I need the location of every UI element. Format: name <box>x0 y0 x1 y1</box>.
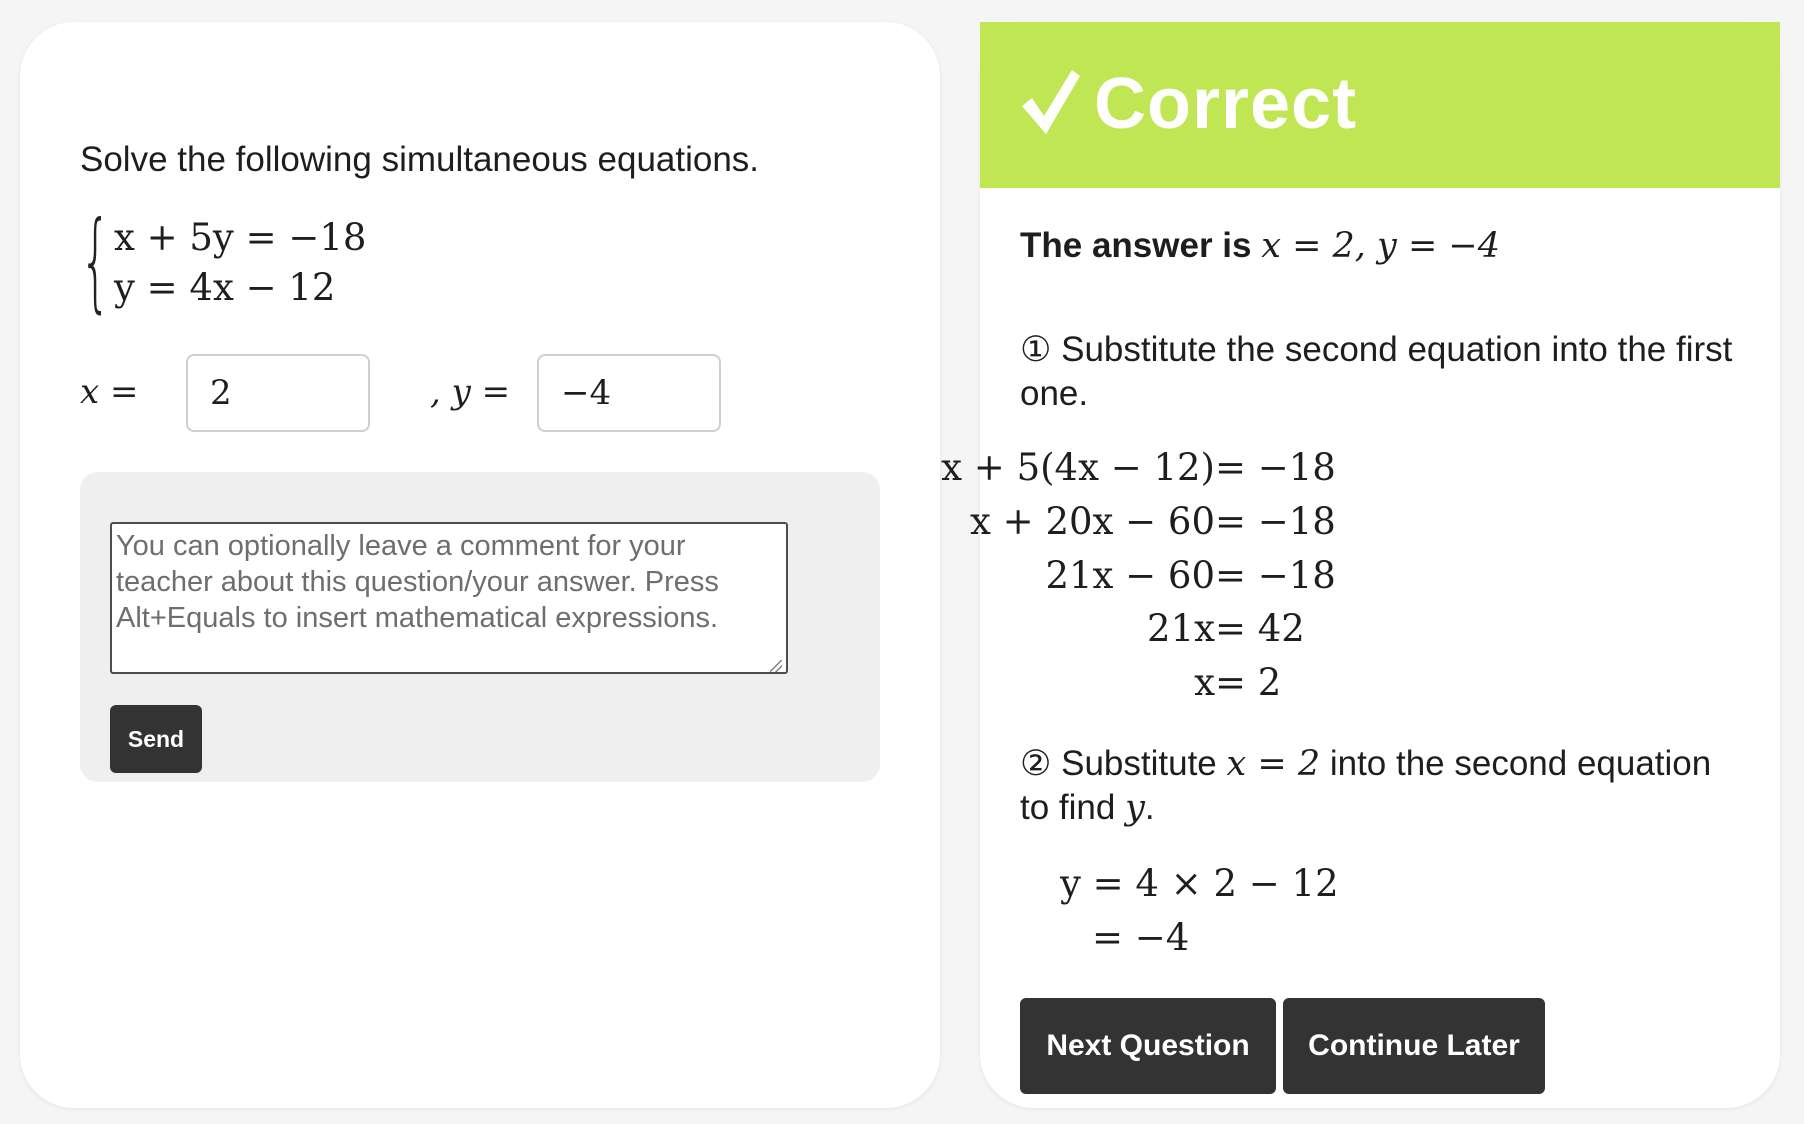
equation-system <box>80 199 480 324</box>
resize-handle-icon[interactable] <box>770 660 782 672</box>
working-lhs: x <box>1194 661 1215 704</box>
working-line <box>1020 657 1620 709</box>
y-label: , y = <box>430 372 511 412</box>
working-line <box>970 496 1620 548</box>
x-answer-input[interactable] <box>186 354 370 432</box>
working-line <box>1020 912 1620 964</box>
comment-textarea[interactable] <box>110 522 788 674</box>
working-lhs: x + 20x − 60 <box>970 500 1215 543</box>
step-2-math: x = 2 <box>1226 744 1321 784</box>
working-rhs: = 42 <box>1215 607 1305 650</box>
next-question-button[interactable]: Next Question <box>1020 998 1276 1094</box>
equation-2: y = 4x − 12 <box>114 266 336 309</box>
working-line <box>1020 550 1620 602</box>
feedback-status: Correct <box>1094 64 1358 144</box>
step-1-text: ① Substitute the second equation into the first one. <box>1020 330 1733 413</box>
question-prompt: Solve the following simultaneous equations. <box>80 140 760 179</box>
working-lhs: x + 5(4x − 12) <box>941 446 1215 489</box>
step-2-end: . <box>1144 788 1155 827</box>
continue-later-button[interactable]: Continue Later <box>1283 998 1545 1094</box>
answer-math: x = 2, y = −4 <box>1261 226 1500 266</box>
step-2-text <box>1020 742 1740 830</box>
comment-panel <box>80 472 880 782</box>
equation-1: x + 5y = −18 <box>114 216 367 259</box>
x-label: x = <box>80 372 139 412</box>
send-button[interactable]: Send <box>110 705 202 773</box>
answer-lead: The answer is <box>1020 226 1252 265</box>
working-rhs: = −18 <box>1215 446 1336 489</box>
final-answer <box>1020 226 1500 266</box>
feedback-header <box>980 22 1780 188</box>
working-lhs: 21x <box>1147 607 1215 650</box>
working-rhs: = 2 <box>1215 661 1282 704</box>
working-rhs: = −18 <box>1215 554 1336 597</box>
working-lhs: 21x − 60 <box>1045 554 1215 597</box>
question-card <box>20 22 940 1108</box>
working-rhs: = −18 <box>1215 500 1336 543</box>
working-expression: y = 4 × 2 − 12 <box>1060 862 1339 905</box>
left-brace: { <box>80 199 111 324</box>
y-answer-input[interactable] <box>537 354 721 432</box>
step-2-prefix: ② Substitute <box>1020 744 1217 783</box>
working-expression: = −4 <box>1092 916 1190 959</box>
step-2-var: y <box>1125 788 1145 828</box>
check-icon <box>1018 64 1082 140</box>
working-line <box>1020 603 1620 655</box>
working-line <box>941 442 1620 494</box>
working-line <box>1020 858 1620 910</box>
feedback-card <box>941 22 1780 1108</box>
answer-row <box>80 354 780 434</box>
step-2-mid: into the second equation to find <box>1020 744 1712 827</box>
